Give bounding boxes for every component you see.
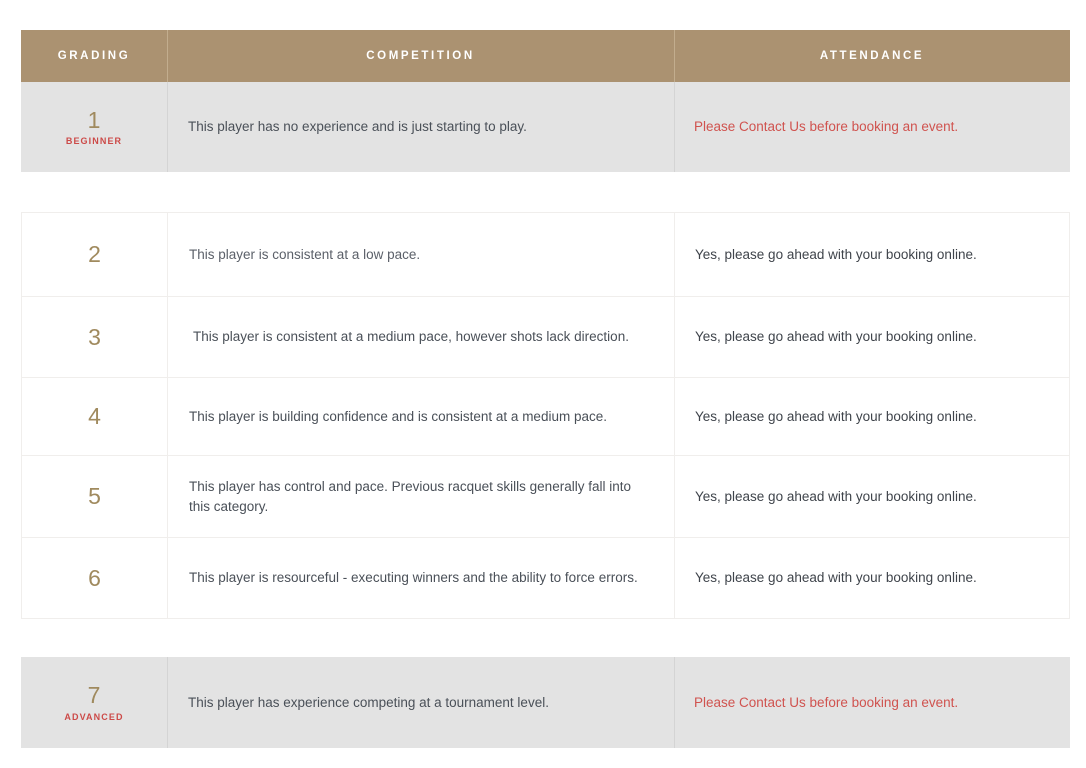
grade-number: 2 [88,241,101,268]
grade-cell [22,213,168,296]
grade-label: BEGINNER [65,136,123,147]
table-row [22,297,1069,378]
table-row [21,82,1070,172]
table-row [22,538,1069,618]
grade-cell [22,378,168,455]
competition-cell [168,297,675,377]
table-header [21,30,1070,82]
competition-cell [167,82,674,172]
column-header-competition [167,30,674,82]
competition-cell [168,456,675,537]
grade-number: 4 [88,403,101,430]
attendance-cell [674,657,1070,748]
table-row [22,378,1069,456]
competition-text: This player has no experience and is just starting to play. [188,119,527,135]
column-header-grading [21,30,167,82]
competition-cell [168,538,675,618]
row1-divider-2 [674,82,675,172]
attendance-text: Yes, please go ahead with your booking online. [695,488,977,504]
grade-number: 6 [88,564,101,591]
attendance-cell [675,538,1069,618]
grade-number: 3 [88,323,101,350]
competition-text: This player is consistent at a medium pace, however shots lack direction. [193,329,629,345]
column-header-attendance-label: ATTENDANCE [819,50,925,62]
competition-cell [168,378,675,455]
attendance-cell [675,297,1069,377]
row7-divider-1 [167,657,168,748]
row-grade-7 [21,657,1070,748]
competition-cell [168,213,675,296]
grade-cell [22,297,168,377]
attendance-text: Yes, please go ahead with your booking online. [695,570,977,586]
row1-divider-1 [167,82,168,172]
grade-cell [22,538,168,618]
attendance-text: Please Contact Us before booking an event. [694,694,959,710]
attendance-cell [675,378,1069,455]
attendance-cell [674,82,1070,172]
attendance-text: Yes, please go ahead with your booking online. [695,408,977,424]
column-header-attendance [674,30,1070,82]
row7-divider-2 [674,657,675,748]
table-row [22,456,1069,538]
grade-number: 5 [88,483,101,510]
table-rows-middle [21,212,1070,619]
grade-cell [21,657,167,748]
competition-text: This player has experience competing at a tournament level. [188,694,549,710]
attendance-text: Yes, please go ahead with your booking online. [695,246,977,262]
competition-text: This player is resourceful - executing winners and the ability to force errors. [189,570,638,586]
competition-cell [167,657,674,748]
competition-text: This player is building confidence and is consistent at a medium pace. [189,408,607,424]
grade-label: ADVANCED [64,711,124,722]
header-row [21,30,1070,82]
attendance-cell [675,456,1069,537]
attendance-text: Please Contact Us before booking an event. [694,119,959,135]
competition-text: This player has control and pace. Previous racquet skills generally fall into this category. [189,479,631,514]
header-divider-1 [167,30,168,82]
competition-text: This player is consistent at a low pace. [189,246,421,262]
grade-cell [22,456,168,537]
table-row [21,657,1070,748]
column-header-competition-label: COMPETITION [366,50,475,62]
grade-number: 7 [87,682,101,709]
column-header-grading-label: GRADING [57,50,131,62]
grade-number: 1 [87,106,101,133]
row-grade-1 [21,82,1070,172]
table-row [22,213,1069,297]
attendance-cell [675,213,1069,296]
grade-cell [21,82,167,172]
attendance-text: Yes, please go ahead with your booking online. [695,329,977,345]
header-divider-2 [674,30,675,82]
